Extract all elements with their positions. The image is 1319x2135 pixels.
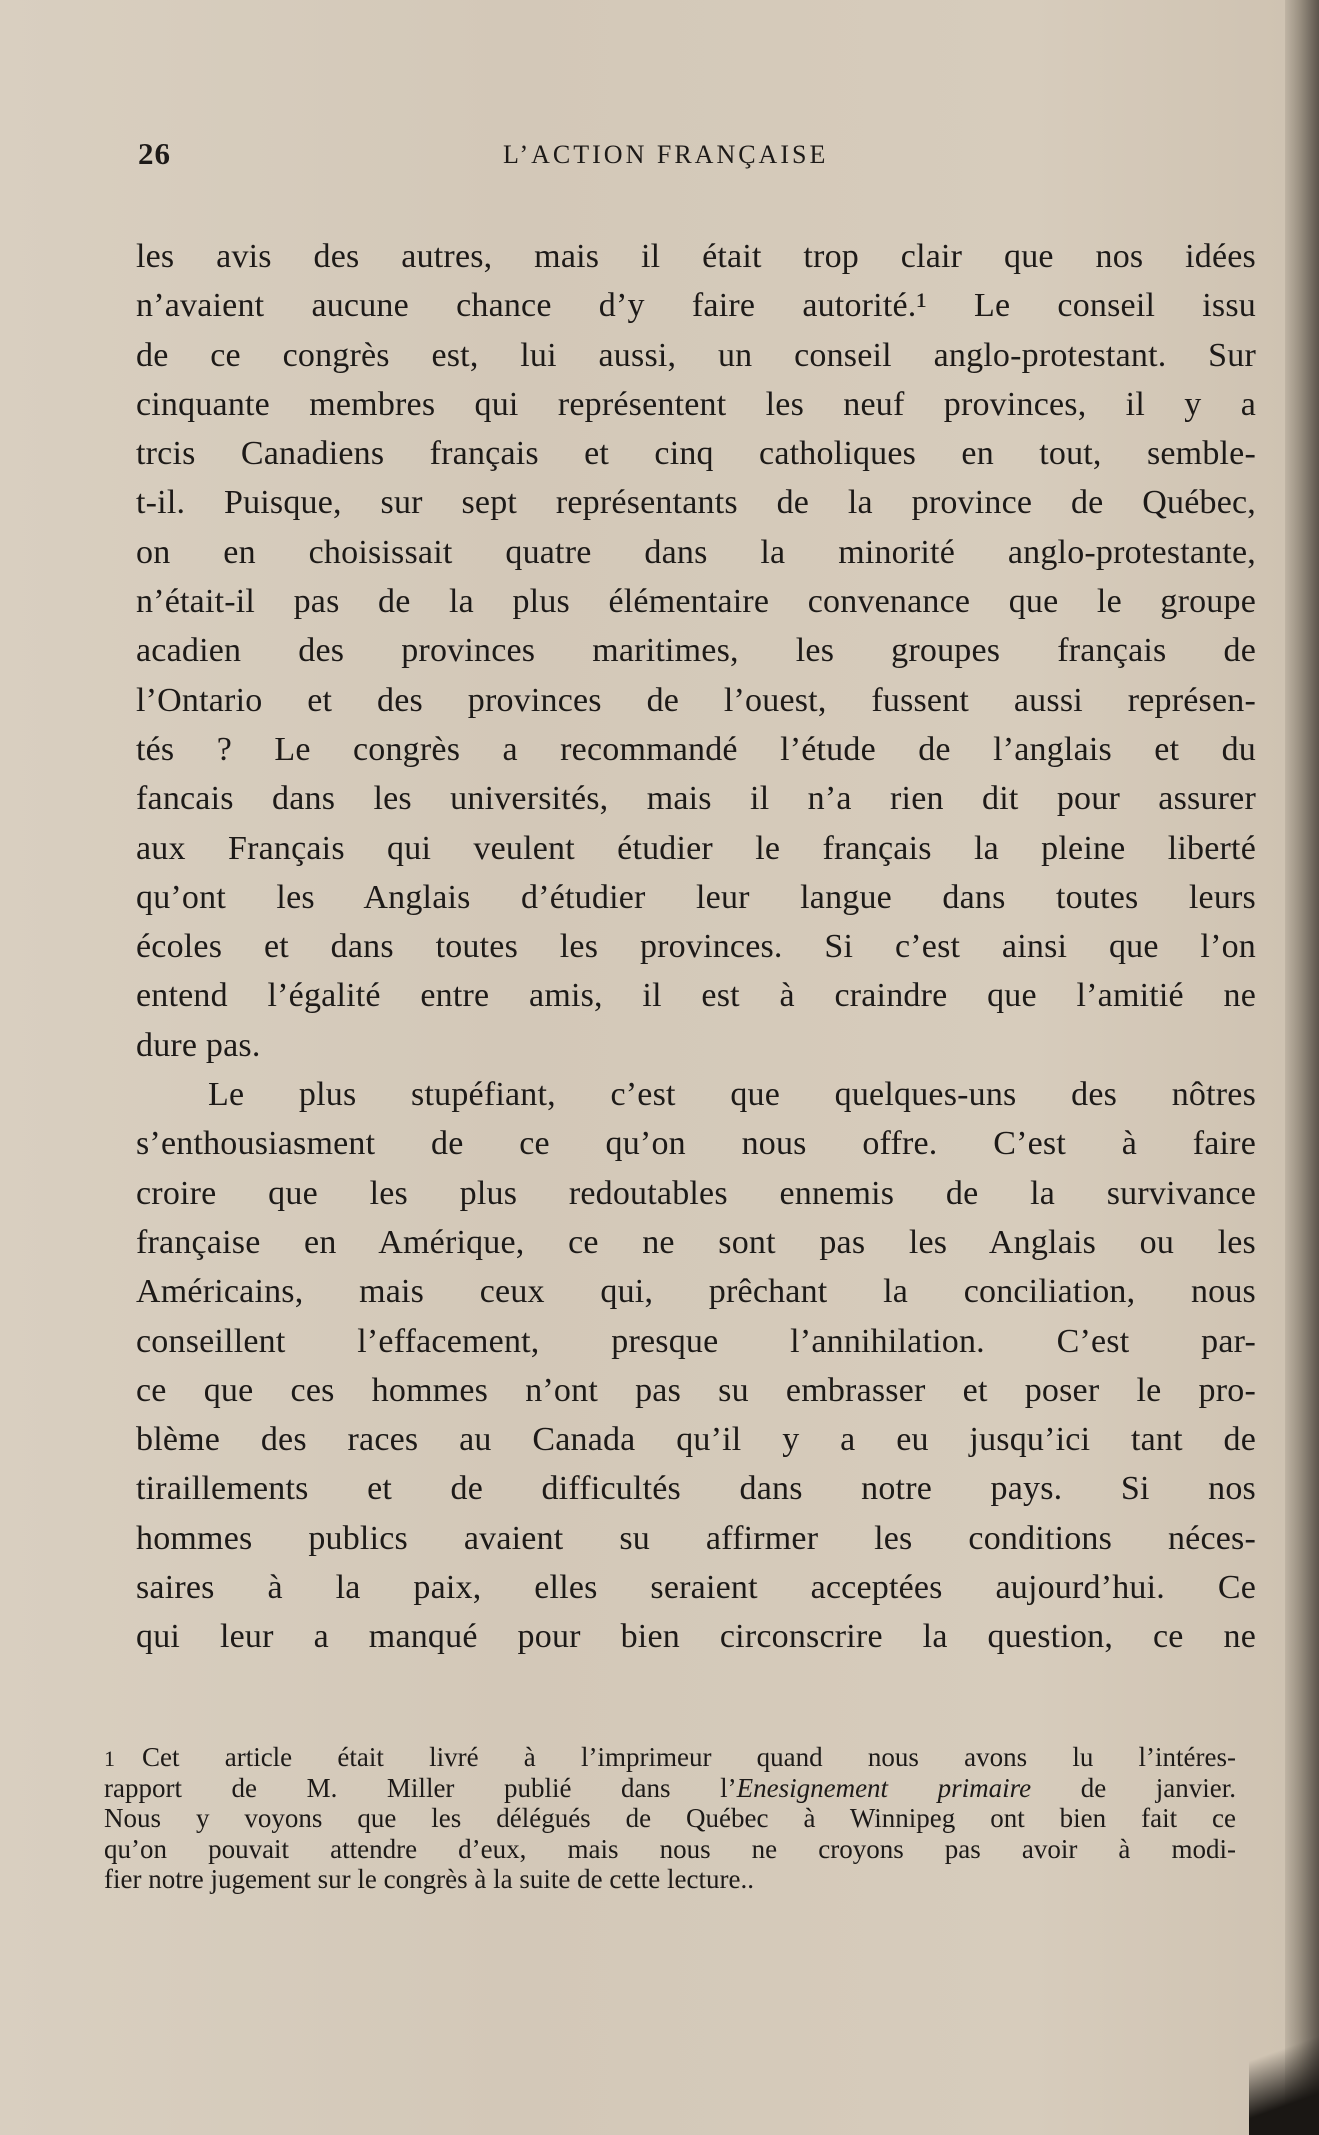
text-line: blème des races au Canada qu’il y a eu jusqu’ici tant de: [136, 1421, 1256, 1459]
text-line: Américains, mais ceux qui, prêchant la conciliation, nous: [136, 1273, 1256, 1311]
page-number: 26: [138, 136, 171, 171]
text-line: trcis Canadiens français et cinq catholiques en tout, semble-: [136, 435, 1256, 473]
text-line: saires à la paix, elles seraient acceptées aujourd’hui. Ce: [136, 1569, 1256, 1607]
text-line: qui leur a manqué pour bien circonscrire la question, ce ne: [136, 1618, 1256, 1656]
paragraph-end-line: dure pas.: [136, 1026, 261, 1064]
footnote: [104, 1742, 1236, 1895]
footnote-line: qu’on pouvait attendre d’eux, mais nous ne croyons pas avoir à modi-: [104, 1833, 1236, 1864]
page-corner-shadow: [1249, 1995, 1319, 2135]
text-line: de ce congrès est, lui aussi, un conseil anglo-protestant. Sur: [136, 336, 1256, 374]
footnote-line: Nous y voyons que les délégués de Québec à Winnipeg ont bien fait ce: [104, 1803, 1236, 1833]
footnote-line: fier notre jugement sur le congrès à la suite de cette lecture..: [104, 1864, 754, 1894]
text-line: tés ? Le congrès a recommandé l’étude de l’anglais et du: [136, 730, 1256, 768]
text-line: conseillent l’effacement, presque l’annihilation. C’est par-: [136, 1322, 1256, 1360]
body-text: [136, 232, 1256, 1662]
text-line: écoles et dans toutes les provinces. Si c’est ainsi que l’on: [136, 928, 1256, 966]
footnote-mark: 1: [104, 1746, 115, 1771]
text-line: qu’ont les Anglais d’étudier leur langue dans toutes leurs: [136, 878, 1256, 916]
footnote-line: [104, 1742, 1236, 1773]
text-line: l’Ontario et des provinces de l’ouest, fussent aussi représen-: [136, 681, 1256, 719]
text-line: les avis des autres, mais il était trop clair que nos idées: [136, 238, 1256, 275]
page-edge: [1285, 0, 1319, 2135]
text-line: fancais dans les universités, mais il n’a rien dit pour assurer: [136, 780, 1256, 818]
text-line: s’enthousiasment de ce qu’on nous offre. C’est à faire: [136, 1125, 1256, 1163]
paragraph-first-line: Le plus stupéfiant, c’est que quelques-uns des nôtres: [208, 1076, 1256, 1114]
footnote-text: rapport de M. Miller publié dans l’: [104, 1772, 737, 1803]
text-line: aux Français qui veulent étudier le français la pleine liberté: [136, 829, 1256, 867]
footnote-text: Cet article était livré à l’imprimeur quand nous avons lu l’intéres-: [142, 1742, 1236, 1772]
text-line: n’était-il pas de la plus élémentaire convenance que le groupe: [136, 583, 1256, 621]
text-line: acadien des provinces maritimes, les groupes français de: [136, 632, 1256, 670]
footnote-italic-title: Enesignement primaire: [736, 1772, 1032, 1803]
text-line: ce que ces hommes n’ont pas su embrasser et poser le pro-: [136, 1371, 1256, 1409]
text-line: tiraillements et de difficultés dans notre pays. Si nos: [136, 1470, 1256, 1508]
footnote-text: de janvier.: [1031, 1772, 1236, 1803]
text-line: cinquante membres qui représentent les neuf provinces, il y a: [136, 385, 1256, 423]
text-line: t-il. Puisque, sur sept représentants de la province de Québec,: [136, 484, 1256, 522]
running-title: L’ACTION FRANÇAISE: [503, 140, 829, 169]
text-line: hommes publics avaient su affirmer les conditions néces-: [136, 1519, 1256, 1557]
footnote-line: [104, 1773, 1236, 1804]
running-head: [138, 136, 1268, 176]
text-line: française en Amérique, ce ne sont pas les Anglais ou les: [136, 1223, 1256, 1261]
text-line: entend l’égalité entre amis, il est à craindre que l’amitié ne: [136, 977, 1256, 1015]
text-line: croire que les plus redoutables ennemis de la survivance: [136, 1174, 1256, 1212]
text-line: n’avaient aucune chance d’y faire autorité.¹ Le conseil issu: [136, 287, 1256, 325]
text-line: on en choisissait quatre dans la minorité anglo-protestante,: [136, 533, 1256, 571]
